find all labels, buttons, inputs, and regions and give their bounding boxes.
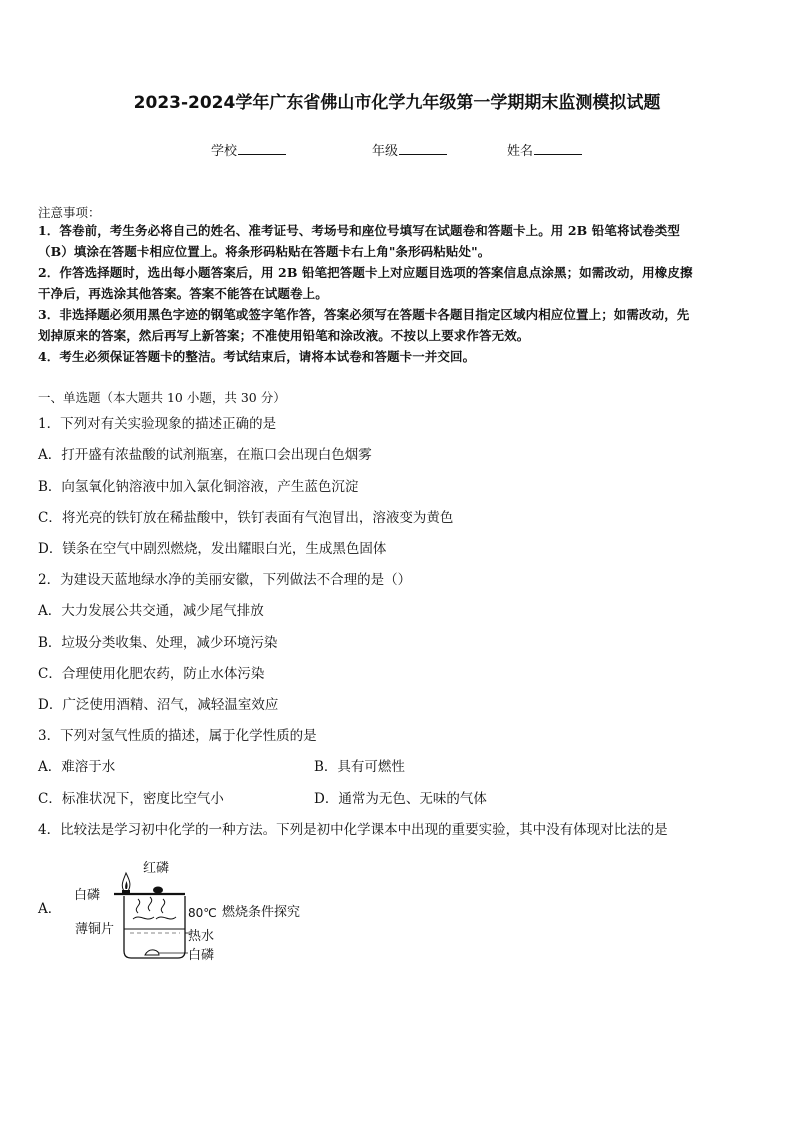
label-hot-water: 热水 <box>188 929 215 944</box>
question-2-stem: 2．为建设天蓝地绿水净的美丽安徽，下列做法不合理的是（） <box>38 572 412 588</box>
grade-blank <box>399 142 447 155</box>
note-line: 干净后，再选涂其他答案。答案不能答在试题卷上。 <box>38 286 328 301</box>
question-3-stem: 3．下列对氢气性质的描述，属于化学性质的是 <box>38 728 317 744</box>
question-4-option-a-letter: A． <box>38 901 62 917</box>
submerged-white-phosphorus <box>145 950 159 955</box>
school-label: 学校 <box>211 144 238 159</box>
question-1-option-a: A．打开盛有浓盐酸的试剂瓶塞，在瓶口会出现白色烟雾 <box>38 447 372 463</box>
question-2-option-d: D．广泛使用酒精、沼气，减轻温室效应 <box>38 697 279 713</box>
question-2-option-c: C．合理使用化肥农药，防止水体污染 <box>38 666 265 682</box>
note-line: 3．非选择题必须用黑色字迹的钢笔或签字笔作答，答案必须写在答题卡各题目指定区域内相应位置上；如需改动，先 <box>38 307 690 322</box>
question-2-option-b: B．垃圾分类收集、处理，减少环境污染 <box>38 635 278 651</box>
question-1-option-b: B．向氢氧化钠溶液中加入氯化铜溶液，产生蓝色沉淀 <box>38 479 359 495</box>
notes-heading: 注意事项： <box>38 205 101 220</box>
white-phosphorus-piece <box>122 890 130 894</box>
label-copper-sheet: 薄铜片 <box>75 922 115 937</box>
question-4-stem: 4．比较法是学习初中化学的一种方法。下列是初中化学课本中出现的重要实验，其中没有体现对比法的是 <box>38 822 668 838</box>
beaker <box>124 896 185 958</box>
name-blank <box>534 142 582 155</box>
question-1-option-c: C．将光亮的铁钉放在稀盐酸中，铁钉表面有气泡冒出，溶液变为黄色 <box>38 510 454 526</box>
label-white-phosphorus-top: 白磷 <box>74 888 101 903</box>
flame-core <box>125 881 127 889</box>
note-line: 1．答卷前，考生务必将自己的姓名、准考证号、考场号和座位号填写在试题卷和答题卡上。用 2B 铅笔将试卷类型 <box>38 223 680 238</box>
label-temperature: 80℃ <box>188 906 217 920</box>
school-field <box>211 140 286 159</box>
question-2-option-a: A．大力发展公共交通，减少尾气排放 <box>38 603 264 619</box>
note-line: 2．作答选择题时，选出每小题答案后，用 2B 铅笔把答题卡上对应题目选项的答案信息点涂黑；如需改动，用橡皮擦 <box>38 265 693 280</box>
note-line: （B）填涂在答题卡相应位置上。将条形码粘贴在答题卡右上角"条形码粘贴处"。 <box>38 244 491 259</box>
question-3-option-a: A．难溶于水 <box>38 759 116 775</box>
question-3-option-b: B．具有可燃性 <box>314 759 405 775</box>
grade-field <box>372 140 447 159</box>
red-phosphorus-piece <box>153 887 163 894</box>
school-blank <box>238 142 286 155</box>
question-3-option-d: D．通常为无色、无味的气体 <box>314 791 487 807</box>
figure-caption: 燃烧条件探究 <box>222 905 301 920</box>
note-line: 4．考生必须保证答题卡的整洁。考试结束后，请将本试卷和答题卡一并交回。 <box>38 349 476 364</box>
label-white-phosphorus-bottom: 白磷 <box>188 948 215 963</box>
question-1-stem: 1．下列对有关实验现象的描述正确的是 <box>38 416 277 432</box>
note-line: 划掉原来的答案，然后再写上新答案；不准使用铅笔和涂改液。不按以上要求作答无效。 <box>38 328 530 343</box>
name-label: 姓名 <box>507 144 534 159</box>
question-3-option-c: C．标准状况下，密度比空气小 <box>38 791 224 807</box>
page-title: 2023-2024学年广东省佛山市化学九年级第一学期期末监测模拟试题 <box>133 93 661 113</box>
vapor-lines <box>133 917 176 919</box>
steam-lines <box>136 897 164 913</box>
label-red-phosphorus: 红磷 <box>143 861 170 876</box>
question-1-option-d: D．镁条在空气中剧烈燃烧，发出耀眼白光，生成黑色固体 <box>38 541 387 557</box>
section-heading: 一、单选题（本大题共 10 小题，共 30 分） <box>38 390 286 405</box>
grade-label: 年级 <box>372 144 399 159</box>
name-field <box>507 140 582 159</box>
